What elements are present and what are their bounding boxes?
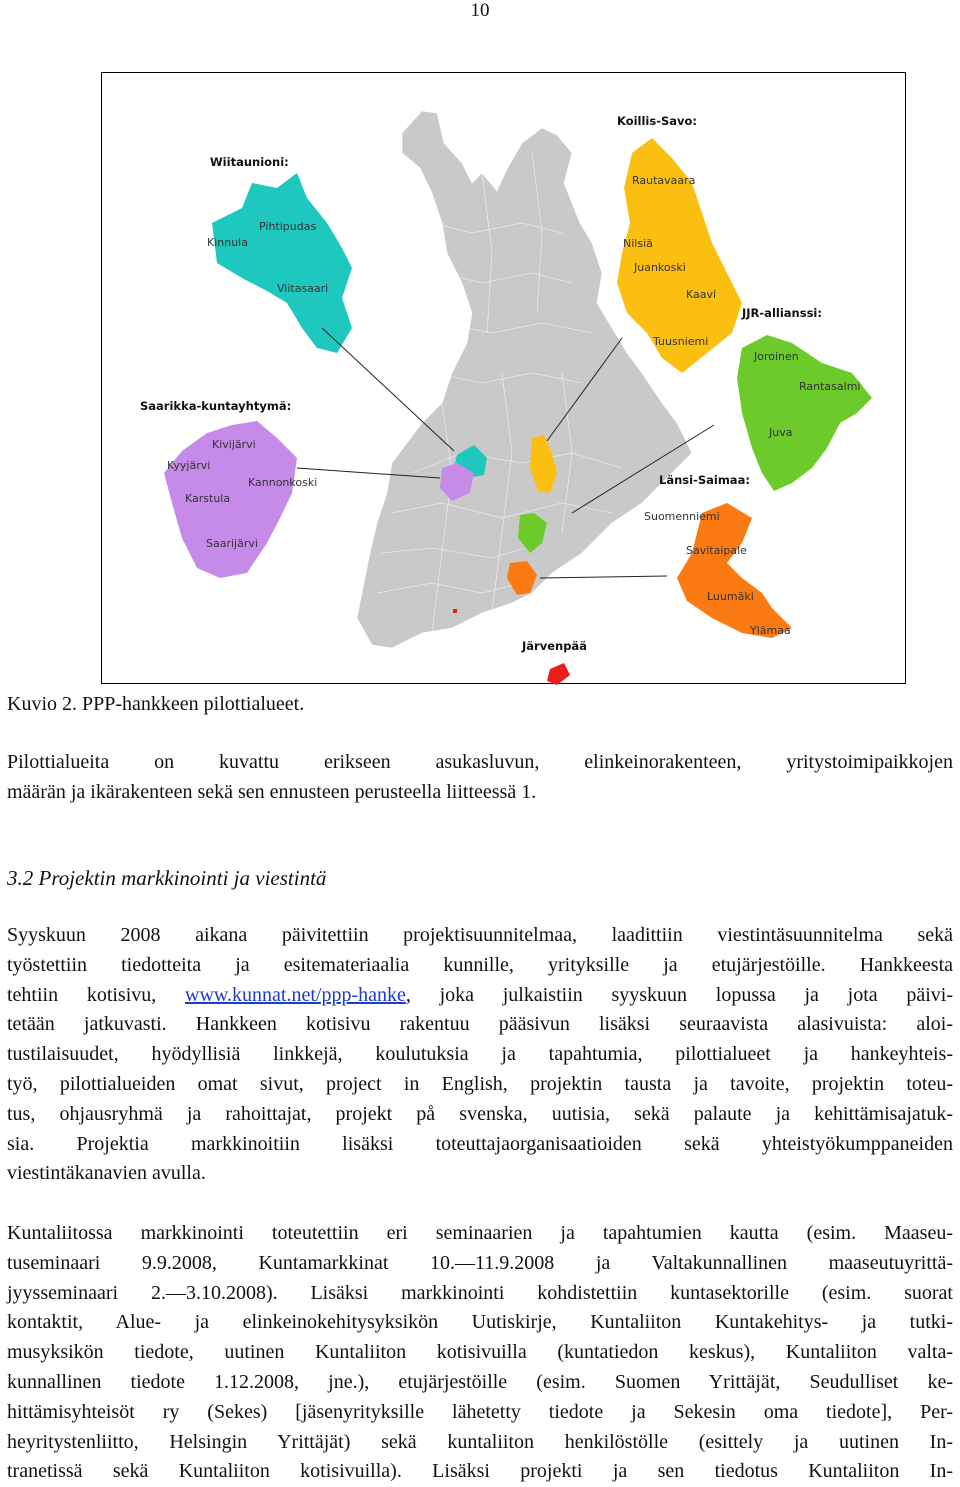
label-juva: Juva bbox=[769, 426, 793, 439]
label-luumaki: Luumäki bbox=[707, 590, 754, 603]
label-kinnula: Kinnula bbox=[207, 236, 248, 249]
jjr-title: JJR-allianssi: bbox=[742, 306, 822, 320]
section-heading: 3.2 Projektin markkinointi ja viestintä bbox=[7, 866, 327, 890]
text-line: jyysseminaari 2.—3.10.2008). Lisäksi markkinointi kohdistettiin kuntasektorille (esim. suorat bbox=[7, 1281, 953, 1304]
label-kannonkoski: Kannonkoski bbox=[248, 476, 318, 489]
label-rantasalmi: Rantasalmi bbox=[799, 380, 861, 393]
label-kaavi: Kaavi bbox=[686, 288, 717, 301]
text-line: Syyskuun 2008 aikana päivitettiin projektisuunnitelmaa, laadittiin viestintäsuunnitelma sekä bbox=[7, 924, 953, 946]
lansi-saimaa-enlarged bbox=[677, 503, 792, 638]
label-tuusniemi: Tuusniemi bbox=[653, 335, 709, 348]
text-line: tetään jatkuvasti. Hankkeen kotisivu rakentuu pääsivun lisäksi seuraavista alasivuista: aloi- bbox=[7, 1013, 953, 1036]
text-line: tustilaisuudet, hyödyllisiä linkkejä, koulutuksia ja tapahtumia, pilottialueet ja hankeyhteis- bbox=[7, 1043, 953, 1066]
text-line: hittämisyhteisöt ry (Sekes) [jäsenyrityksille lähetetty tiedote ja Sekesin oma tiedote], Per- bbox=[7, 1400, 953, 1423]
text-line: tuseminaari 9.9.2008, Kuntamarkkinat 10.—11.9.2008 ja Valtakunnallinen maaseutuyrittä- bbox=[7, 1251, 953, 1274]
text-line: työstettiin tiedotteita ja esitemateriaalia kunnille, yrityksille ja etujärjestöille. Hankkeesta bbox=[7, 953, 953, 976]
text-line: tus, ohjausryhmä ja rahoittajat, projekt på svenska, uutisia, sekä palaute ja kehittämisajatuk- bbox=[7, 1102, 953, 1125]
text-line: työ, pilottialueiden omat sivut, project in English, projektin tausta ja tavoite, projektin toteu- bbox=[7, 1072, 953, 1095]
wiitaunioni-enlarged bbox=[212, 173, 352, 353]
text-line: kontaktit, Alue- ja elinkeinokehitysyksikön Uutiskirje, Kuntaliiton Kuntakehitys- ja tutki- bbox=[7, 1311, 953, 1334]
text-fragment: tehtiin kotisivu, bbox=[7, 983, 185, 1006]
label-suomenniemi: Suomenniemi bbox=[644, 510, 720, 523]
label-pihtipudas: Pihtipudas bbox=[259, 220, 317, 233]
label-ylamaa: Ylämaa bbox=[750, 624, 791, 637]
koillis-savo-title: Koillis-Savo: bbox=[617, 114, 698, 128]
text-line: kunnallinen tiedote 1.12.2008, jne.), etujärjestöille (esim. Suomen Yrittäjät, Seudulliset ke- bbox=[7, 1370, 953, 1393]
saarikka-title: Saarikka-kuntayhtymä: bbox=[140, 399, 292, 413]
text-line: heyritystenliitto, Helsingin Yrittäjät) sekä kuntaliiton henkilöstölle (esittely ja uutinen In- bbox=[7, 1430, 953, 1453]
paragraph-kuntaliitto bbox=[7, 1219, 953, 1487]
project-website-link[interactable]: www.kunnat.net/ppp-hanke bbox=[185, 983, 406, 1006]
paragraph-marketing bbox=[7, 921, 953, 1189]
wiitaunioni-title: Wiitaunioni: bbox=[210, 155, 289, 169]
pilot-areas-map-figure bbox=[101, 72, 906, 684]
jarvenpaa-enlarged bbox=[547, 663, 570, 685]
paragraph-pilot-areas bbox=[7, 748, 953, 808]
map-jarvenpaa-small bbox=[453, 609, 457, 613]
text-line: viestintäkanavien avulla. bbox=[7, 1162, 206, 1185]
label-kivijarvi: Kivijärvi bbox=[212, 438, 256, 451]
label-savitaipale: Savitaipale bbox=[686, 544, 747, 557]
text-fragment: , joka julkaistiin syyskuun lopussa ja jota päivi- bbox=[405, 983, 953, 1006]
label-kyyjarvi: Kyyjärvi bbox=[167, 459, 211, 472]
text-line: Pilottialueita on kuvattu erikseen asukasluvun, elinkeinorakenteen, yritystoimipaikkojen bbox=[7, 751, 953, 773]
label-joroinen: Joroinen bbox=[754, 350, 799, 363]
label-nilsia: Nilsiä bbox=[623, 237, 653, 250]
figure-caption: Kuvio 2. PPP-hankkeen pilottialueet. bbox=[7, 693, 305, 715]
label-saarijarvi: Saarijärvi bbox=[206, 537, 258, 550]
page-number: 10 bbox=[470, 0, 490, 21]
label-juankoski: Juankoski bbox=[634, 261, 686, 274]
text-line: tranetissä sekä Kuntaliiton kotisivuilla). Lisäksi projekti ja sen tiedotus Kuntaliiton In- bbox=[7, 1460, 953, 1483]
text-line: sia. Projektia markkinoitiin lisäksi toteuttajaorganisaatioiden sekä yhteistyökumppaneiden bbox=[7, 1132, 953, 1155]
text-line bbox=[7, 981, 953, 1011]
jarvenpaa-label: Järvenpää bbox=[522, 639, 587, 653]
text-line: Kuntaliitossa markkinointi toteutettiin eri seminaarien ja tapahtumien kautta (esim. Maaseu- bbox=[7, 1222, 953, 1244]
finland-map bbox=[102, 73, 907, 685]
text-line: määrän ja ikärakenteen sekä sen ennusteen perusteella liitteessä 1. bbox=[7, 780, 537, 803]
text-line: musyksikön tiedote, uutinen Kuntaliiton kotisivuilla (kuntatiedon keskus), Kuntaliiton valta- bbox=[7, 1341, 953, 1364]
label-rautavaara: Rautavaara bbox=[632, 174, 696, 187]
lansi-saimaa-title: Länsi-Saimaa: bbox=[659, 473, 750, 487]
label-karstula: Karstula bbox=[185, 492, 231, 505]
label-viitasaari: Viitasaari bbox=[277, 282, 329, 295]
